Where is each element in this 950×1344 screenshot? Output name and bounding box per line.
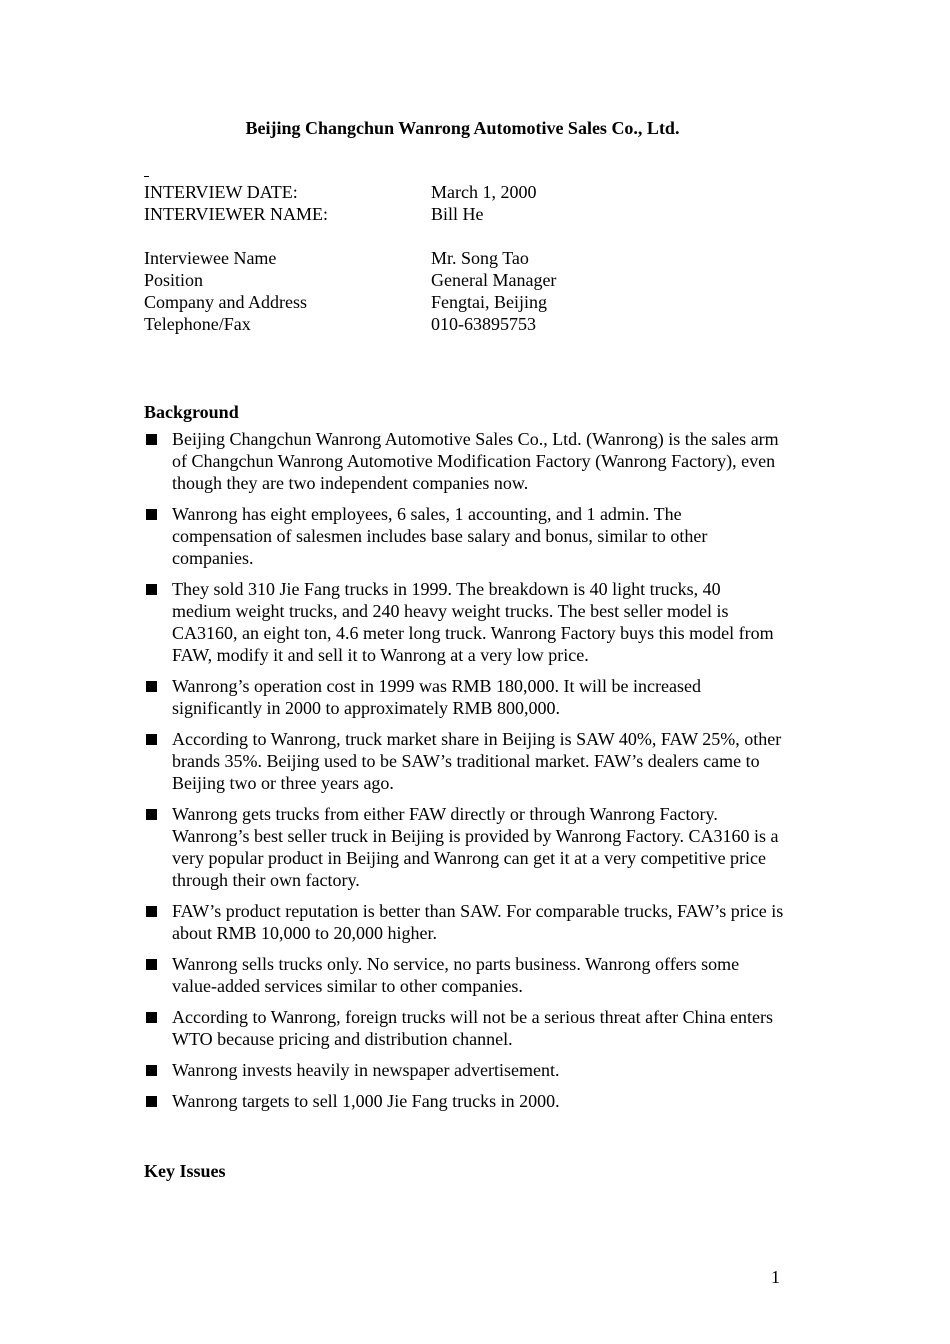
list-item — [144, 900, 784, 944]
interviewer-name-value: Bill He — [431, 204, 484, 224]
list-item — [144, 675, 784, 719]
page-number: 1 — [771, 1267, 780, 1287]
bullet-text: Wanrong has eight employees, 6 sales, 1 accounting, and 1 admin. The compensation of salesmen includes base salary and bonus, similar to other companies. — [172, 504, 708, 568]
square-bullet-icon — [146, 906, 157, 917]
key-issues-heading: Key Issues — [144, 1161, 226, 1181]
bullet-text: According to Wanrong, truck market share in Beijing is SAW 40%, FAW 25%, other brands 35%. Beijing used to be SAW’s traditional market. FAW’s dealers came to Beijing two or three years ago. — [172, 729, 782, 793]
position-value: General Manager — [431, 270, 557, 290]
square-bullet-icon — [146, 1065, 157, 1076]
interview-date-label: INTERVIEW DATE: — [144, 182, 298, 202]
bullet-text: Wanrong targets to sell 1,000 Jie Fang trucks in 2000. — [172, 1091, 560, 1111]
square-bullet-icon — [146, 584, 157, 595]
list-item — [144, 1006, 784, 1050]
square-bullet-icon — [146, 959, 157, 970]
interviewer-name-label: INTERVIEWER NAME: — [144, 204, 329, 224]
info-row-interviewer-name — [144, 203, 744, 225]
document-title: Beijing Changchun Wanrong Automotive Sales Co., Ltd. — [245, 118, 680, 138]
interview-info — [144, 181, 744, 225]
interviewee-info — [144, 247, 744, 335]
info-row-telephone-fax — [144, 313, 744, 335]
info-row-interviewee-name — [144, 247, 744, 269]
interview-date-value: March 1, 2000 — [431, 182, 537, 202]
interviewee-name-label: Interviewee Name — [144, 248, 277, 268]
square-bullet-icon — [146, 509, 157, 520]
background-heading: Background — [144, 402, 239, 422]
bullet-text: Wanrong’s operation cost in 1999 was RMB 180,000. It will be increased significantly in 2000 to approximately RMB 800,000. — [172, 676, 701, 718]
info-row-interview-date — [144, 181, 744, 203]
telephone-fax-value: 010-63895753 — [431, 314, 536, 334]
bullet-text: According to Wanrong, foreign trucks will not be a serious threat after China enters WTO because pricing and distribution channel. — [172, 1007, 774, 1049]
list-item — [144, 728, 784, 794]
square-bullet-icon — [146, 809, 157, 820]
list-item — [144, 1090, 784, 1112]
square-bullet-icon — [146, 1012, 157, 1023]
square-bullet-icon — [146, 681, 157, 692]
square-bullet-icon — [146, 434, 157, 445]
bullet-text: Wanrong sells trucks only. No service, no parts business. Wanrong offers some value-added services similar to other companies. — [172, 954, 740, 996]
bullet-text: FAW’s product reputation is better than SAW. For comparable trucks, FAW’s price is about RMB 10,000 to 20,000 higher. — [172, 901, 784, 943]
company-address-value: Fengtai, Beijing — [431, 292, 547, 312]
list-item — [144, 578, 784, 666]
bullet-text: They sold 310 Jie Fang trucks in 1999. The breakdown is 40 light trucks, 40 medium weight trucks, and 240 heavy weight trucks. The best seller model is CA3160, an eight ton, 4.6 meter long truck. Wanrong Factory buys this model from FAW, modify it and sell it to Wanrong at a very low price. — [172, 579, 774, 665]
list-item — [144, 1059, 784, 1081]
position-label: Position — [144, 270, 204, 290]
bullet-text: Wanrong invests heavily in newspaper advertisement. — [172, 1060, 560, 1080]
list-item — [144, 503, 784, 569]
background-bullet-list — [144, 428, 784, 1121]
list-item — [144, 803, 784, 891]
info-row-company-address — [144, 291, 744, 313]
info-row-position — [144, 269, 744, 291]
interviewee-name-value: Mr. Song Tao — [431, 248, 529, 268]
bullet-text: Beijing Changchun Wanrong Automotive Sales Co., Ltd. (Wanrong) is the sales arm of Changchun Wanrong Automotive Modification Factory (Wanrong Factory), even though they are two independent companies now. — [172, 429, 779, 493]
bullet-text: Wanrong gets trucks from either FAW directly or through Wanrong Factory. Wanrong’s best seller truck in Beijing is provided by Wanrong Factory. CA3160 is a very popular product in Beijing and Wanrong can get it at a very competitive price through their own factory. — [172, 804, 779, 890]
telephone-fax-label: Telephone/Fax — [144, 314, 251, 334]
list-item — [144, 428, 784, 494]
square-bullet-icon — [146, 1096, 157, 1107]
company-address-label: Company and Address — [144, 292, 307, 312]
list-item — [144, 953, 784, 997]
stray-dash-mark — [144, 176, 149, 177]
square-bullet-icon — [146, 734, 157, 745]
